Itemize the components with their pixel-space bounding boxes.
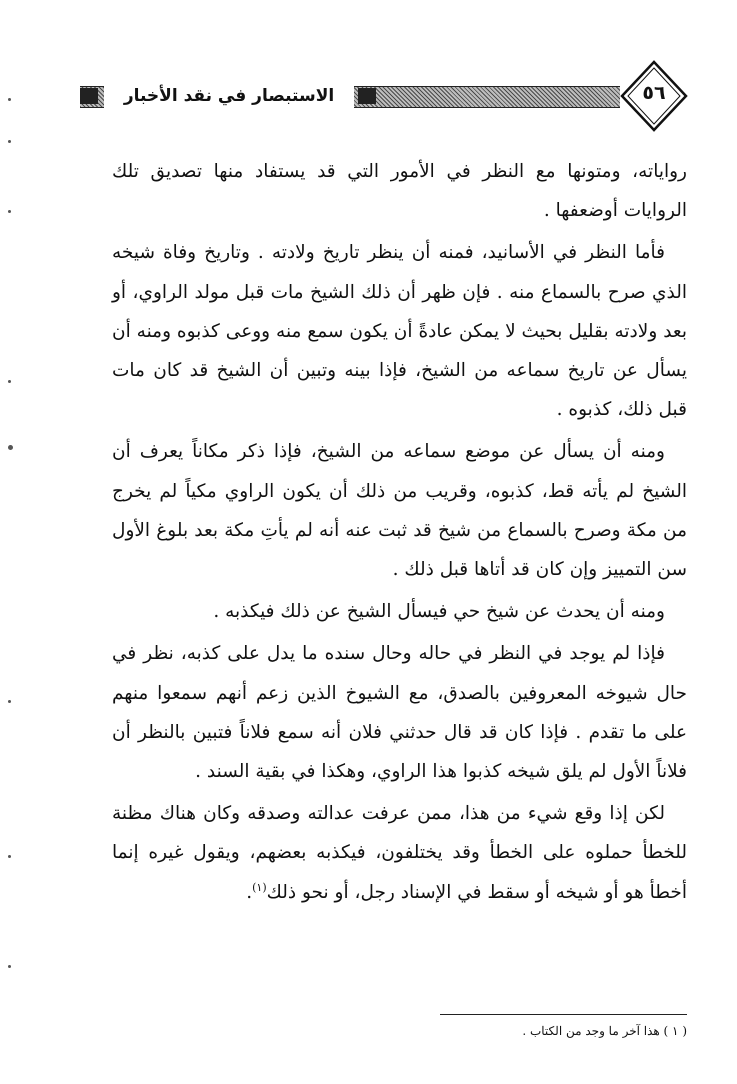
main-text <box>112 152 687 915</box>
paragraph-end-mark: . <box>246 881 253 903</box>
paragraph: فأما النظر في الأسانيد، فمنه أن ينظر تاريخ ولادته . وتاريخ وفاة شيخه الذي صرح بالسماع منه . فإن ظهر أن ذلك الشيخ مات قبل مولد الراوي، أو بعد ولادته بقليل بحيث لا يمكن عادةً أن يكون سمع منه ووعى كذبوه ومنه أن يسأل عن تاريخ سماعه من الشيخ، فإذا بينه وتبين أن الشيخ قد كان مات قبل ذلك، كذبوه . <box>112 242 687 421</box>
footnote-reference[interactable]: (١) <box>252 880 267 894</box>
scan-margin-mark <box>8 140 11 143</box>
page-header <box>80 60 687 132</box>
paragraph: رواياته، ومتونها مع النظر في الأمور التي قد يستفاد منها تصديق تلك الروايات أوضعفها . <box>112 161 687 222</box>
scan-margin-mark <box>8 98 11 101</box>
paragraph: ومنه أن يحدث عن شيخ حي فيسأل الشيخ عن ذلك فيكذبه . <box>213 601 665 623</box>
paragraph: فإذا لم يوجد في النظر في حاله وحال سنده ما يدل على كذبه، نظر في حال شيوخه المعروفين بالصدق، مع الشيوخ الذين زعم أنهم سمعوا منهم على ما تقدم . فإذا كان قد قال حدثني فلان أنه سمع فلاناً فتبين بالنظر أن فلاناً الأول لم يلق شيخه كذبوا هذا الراوي، وهكذا في بقية السند . <box>112 643 687 783</box>
footnote: ( ١ ) هذا آخر ما وجد من الكتاب . <box>522 1024 687 1038</box>
paragraph-text: لكن إذا وقع شيء من هذا، ممن عرفت عدالته وصدقه وكان هناك مظنة للخطأ حملوه على الخطأ وقد يختلفون، فيكذبه بعضهم، ويقول غيره إنما أخطأ هو أو شيخه أو سقط في الإسناد رجل، أو نحو ذلك <box>112 803 687 903</box>
book-title: الاستبصار في نقد الأخبار <box>104 82 354 110</box>
page-number: ٥٦ <box>642 82 666 104</box>
scan-margin-mark <box>8 965 11 968</box>
footnote-divider <box>440 1014 687 1015</box>
scan-margin-mark <box>8 700 11 703</box>
scan-margin-mark <box>8 445 13 450</box>
scan-margin-mark <box>8 210 11 213</box>
page-number-badge <box>620 60 688 132</box>
header-ornament-left <box>80 88 98 104</box>
header-ornament-right <box>358 88 376 104</box>
scan-margin-mark <box>8 855 11 858</box>
paragraph-with-footnote <box>112 794 687 912</box>
paragraph: ومنه أن يسأل عن موضع سماعه من الشيخ، فإذا ذكر مكاناً يعرف أن الشيخ لم يأته قط، كذبوه، وقريب من ذلك أن يكون الراوي مكياً لم يخرج من مكة وصرح بالسماع من شيخ قد ثبت عنه أنه لم يأتِ مكة بعد بلوغ الأول سن التمييز وإن كان قد أتاها قبل ذلك . <box>112 441 687 581</box>
scan-margin-mark <box>8 380 11 383</box>
